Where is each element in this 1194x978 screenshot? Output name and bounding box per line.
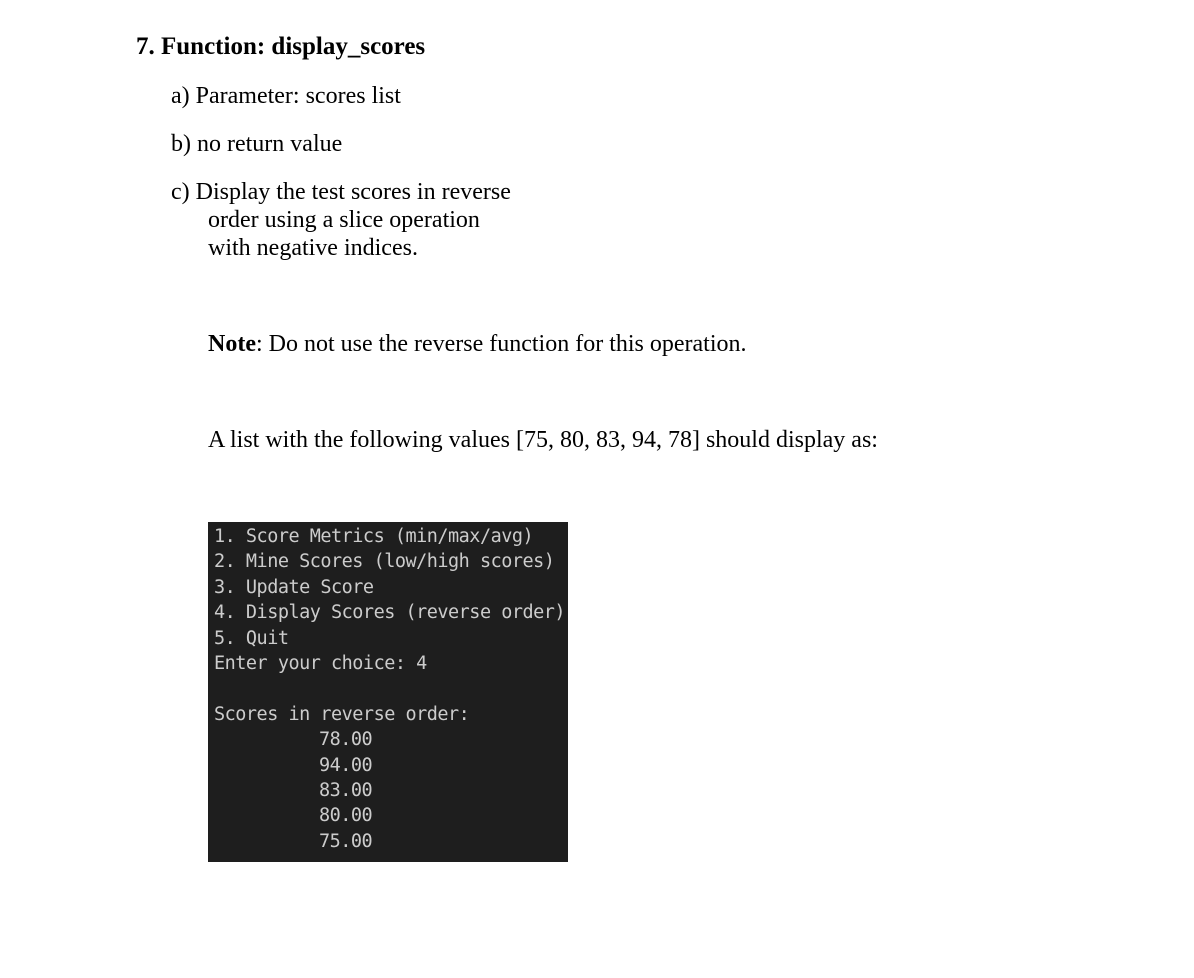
score-line: 94.00 xyxy=(319,754,373,776)
note-paragraph xyxy=(208,330,747,358)
menu-option-3: 3. Update Score xyxy=(214,576,374,598)
score-line: 75.00 xyxy=(319,830,373,852)
section-heading: 7. Function: display_scores xyxy=(136,33,426,60)
example-text: A list with the following values [75, 80, 83, 94, 78] should display as: xyxy=(208,427,878,453)
return-value-item: b) no return value xyxy=(171,131,343,157)
score-line: 78.00 xyxy=(319,729,373,751)
score-line: 80.00 xyxy=(319,805,373,827)
menu-option-5: 5. Quit xyxy=(214,627,289,649)
description-item-line-3: with negative indices. xyxy=(208,235,418,261)
menu-option-1: 1. Score Metrics (min/max/avg) xyxy=(214,526,534,547)
parameter-item: a) Parameter: scores list xyxy=(171,83,401,109)
description-item-line-2: order using a slice operation xyxy=(208,207,480,233)
menu-option-2: 2. Mine Scores (low/high scores) xyxy=(214,551,555,573)
menu-option-4: 4. Display Scores (reverse order) xyxy=(214,602,566,624)
blank-line xyxy=(214,676,568,701)
score-line: 83.00 xyxy=(319,779,373,801)
terminal-output-screenshot xyxy=(208,522,568,862)
note-label: Note xyxy=(208,331,256,357)
note-text: : Do not use the reverse function for this operation. xyxy=(255,331,747,357)
description-item-line-1: c) Display the test scores in reverse xyxy=(171,179,511,205)
choice-prompt: Enter your choice: 4 xyxy=(214,652,427,674)
result-header: Scores in reverse order: xyxy=(214,703,470,725)
